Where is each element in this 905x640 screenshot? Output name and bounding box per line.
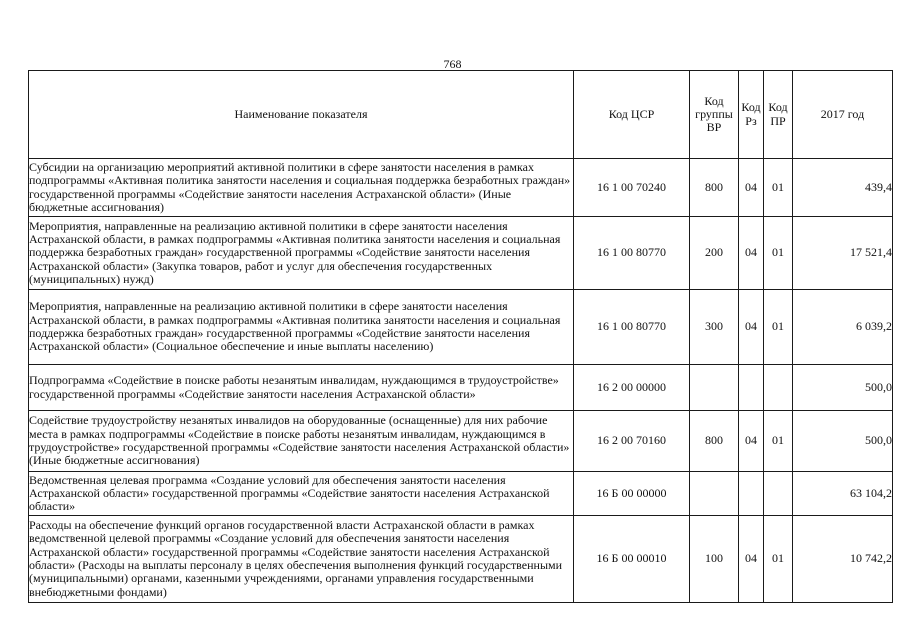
row-code-rz: 04 xyxy=(739,516,764,603)
row-code-vr: 100 xyxy=(690,516,739,603)
row-amount: 10 742,2 xyxy=(793,516,893,603)
row-code-vr: 800 xyxy=(690,159,739,217)
table-header-row xyxy=(29,71,893,159)
row-code-rz xyxy=(739,365,764,411)
table-row xyxy=(29,290,893,365)
header-code-group-vr: Код группы ВР xyxy=(690,71,739,159)
row-name: Расходы на обеспечение функций органов государственной власти Астраханской области в рамках ведомственной целевой программы «Создание условий для обеспечения занятости населения Астраханской области» государственной программы «Содействие занятости населения Астраханской области» (Расходы на выплаты персоналу в целях обеспечения выполнения функций государственными (муниципальными) органами, казенными учреждениями, органами управления государственными внебюджетными фондами) xyxy=(29,516,574,603)
row-code-csr: 16 1 00 70240 xyxy=(574,159,690,217)
row-code-csr: 16 Б 00 00010 xyxy=(574,516,690,603)
row-amount: 6 039,2 xyxy=(793,290,893,365)
row-code-vr: 800 xyxy=(690,411,739,472)
row-code-pr: 01 xyxy=(764,290,793,365)
row-amount: 500,0 xyxy=(793,411,893,472)
table-row xyxy=(29,217,893,290)
row-code-vr xyxy=(690,472,739,516)
row-amount: 63 104,2 xyxy=(793,472,893,516)
table-row xyxy=(29,411,893,472)
header-code-pr: Код ПР xyxy=(764,71,793,159)
table-row xyxy=(29,365,893,411)
row-code-vr xyxy=(690,365,739,411)
table-row xyxy=(29,472,893,516)
row-name: Субсидии на организацию мероприятий активной политики в сфере занятости населения в рамках подпрограммы «Активная политика занятости населения и социальная поддержка безработных граждан» государственной программы «Содействие занятости населения Астраханской области» (Иные бюджетные ассигнования) xyxy=(29,159,574,217)
row-code-pr xyxy=(764,472,793,516)
row-code-rz xyxy=(739,472,764,516)
row-amount: 439,4 xyxy=(793,159,893,217)
row-code-csr: 16 2 00 70160 xyxy=(574,411,690,472)
row-name: Ведомственная целевая программа «Создание условий для обеспечения занятости населения Астраханской области» государственной программы «Содействие занятости населения Астраханской области» xyxy=(29,472,574,516)
row-name: Мероприятия, направленные на реализацию активной политики в сфере занятости населения Астраханской области, в рамках подпрограммы «Активная политика занятости населения и социальная поддержка безработных граждан» государственной программы «Содействие занятости населения Астраханской области» (Закупка товаров, работ и услуг для обеспечения государственных (муниципальных) нужд) xyxy=(29,217,574,290)
row-code-rz: 04 xyxy=(739,217,764,290)
row-code-rz: 04 xyxy=(739,290,764,365)
page-number: 768 xyxy=(443,57,462,71)
row-code-pr: 01 xyxy=(764,217,793,290)
row-code-vr: 200 xyxy=(690,217,739,290)
header-name: Наименование показателя xyxy=(29,71,574,159)
row-code-csr: 16 2 00 00000 xyxy=(574,365,690,411)
row-code-csr: 16 1 00 80770 xyxy=(574,290,690,365)
table-row xyxy=(29,516,893,603)
row-code-rz: 04 xyxy=(739,411,764,472)
row-name: Мероприятия, направленные на реализацию активной политики в сфере занятости населения Астраханской области, в рамках подпрограммы «Активная политика занятости населения и социальная поддержка безработных граждан» государственной программы «Содействие занятости населения Астраханской области» (Социальное обеспечение и иные выплаты населению) xyxy=(29,290,574,365)
budget-table xyxy=(28,70,893,603)
row-name: Содействие трудоустройству незанятых инвалидов на оборудованные (оснащенные) для них рабочие места в рамках подпрограммы «Содействие в поиске работы незанятым инвалидам, нуждающимся в трудоустройстве» государственной программы «Содействие занятости населения Астраханской области» (Иные бюджетные ассигнования) xyxy=(29,411,574,472)
row-amount: 17 521,4 xyxy=(793,217,893,290)
header-code-csr: Код ЦСР xyxy=(574,71,690,159)
row-code-pr: 01 xyxy=(764,516,793,603)
row-code-pr xyxy=(764,365,793,411)
row-code-csr: 16 1 00 80770 xyxy=(574,217,690,290)
row-code-vr: 300 xyxy=(690,290,739,365)
header-year: 2017 год xyxy=(793,71,893,159)
row-code-csr: 16 Б 00 00000 xyxy=(574,472,690,516)
row-name: Подпрограмма «Содействие в поиске работы незанятым инвалидам, нуждающимся в трудоустройстве» государственной программы «Содействие занятости населения Астраханской области» xyxy=(29,365,574,411)
row-code-pr: 01 xyxy=(764,159,793,217)
row-code-rz: 04 xyxy=(739,159,764,217)
table-row xyxy=(29,159,893,217)
header-code-rz: Код Рз xyxy=(739,71,764,159)
row-amount: 500,0 xyxy=(793,365,893,411)
row-code-pr: 01 xyxy=(764,411,793,472)
